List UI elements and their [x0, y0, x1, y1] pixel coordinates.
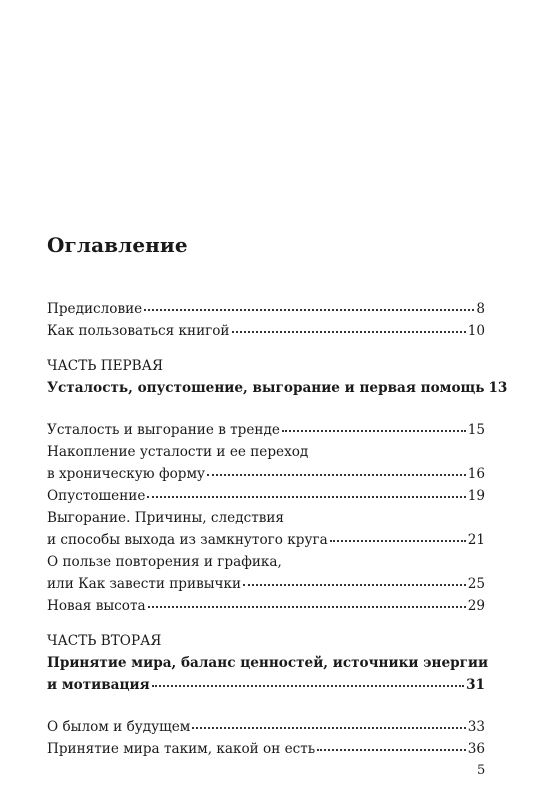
part-title-line1: Принятие мира, баланс ценностей, источники энергии	[47, 655, 489, 671]
dot-leader	[317, 739, 466, 751]
toc-entry-page: 10	[467, 323, 485, 339]
toc-entry-page: 36	[467, 741, 485, 757]
dot-leader	[152, 675, 464, 687]
part-title-page: 31	[466, 677, 485, 693]
dot-leader	[243, 574, 466, 586]
dot-leader	[147, 486, 465, 498]
toc-entry-page: 16	[467, 466, 485, 482]
dot-leader	[192, 717, 465, 729]
toc-entry-label: Как пользоваться книгой	[47, 323, 230, 339]
toc-entry	[47, 419, 485, 441]
toc-entry-page: 29	[467, 598, 485, 614]
toc-entry	[47, 595, 485, 617]
part-title	[47, 377, 508, 399]
toc-entry-page: 19	[467, 488, 485, 504]
toc-entry-label: О былом и будущем	[47, 719, 191, 735]
page-number: 5	[477, 763, 486, 778]
toc-entry-label-line1: Выгорание. Причины, следствия	[47, 510, 285, 526]
toc-entry-page: 21	[467, 532, 485, 548]
dot-leader	[330, 530, 466, 542]
toc-entry	[47, 485, 485, 507]
toc-entry-label: Принятие мира таким, какой он есть	[47, 741, 316, 757]
toc-entry-label: Предисловие	[47, 301, 143, 317]
part-heading: ЧАСТЬ ВТОРАЯ	[47, 633, 162, 649]
toc-entry-label: и способы выхода из замкнутого круга	[47, 532, 328, 548]
dot-leader	[232, 321, 466, 333]
dot-leader	[282, 420, 466, 432]
toc-entry	[47, 573, 485, 595]
dot-leader	[207, 464, 466, 476]
part-title-page: 13	[488, 380, 508, 396]
part-title-label: Усталость, опустошение, выгорание и первая помощь	[47, 380, 485, 396]
toc-entry-label: Опустошение	[47, 488, 146, 504]
toc-entry	[47, 298, 485, 320]
dot-leader	[144, 299, 474, 311]
toc-entry	[47, 716, 485, 738]
page-title: Оглавление	[47, 233, 188, 257]
toc-page	[47, 0, 508, 803]
toc-entry-label-line1: Накопление усталости и ее переход	[47, 444, 309, 460]
toc-entry-page: 25	[467, 576, 485, 592]
toc-entry	[47, 463, 485, 485]
toc-entry	[47, 320, 485, 342]
toc-entry-label: Усталость и выгорание в тренде	[47, 422, 280, 438]
toc-entry-page: 8	[476, 301, 485, 317]
dot-leader	[148, 596, 466, 608]
part-title	[47, 674, 485, 696]
part-title-label: и мотивация	[47, 677, 150, 693]
toc-entry-label: или Как завести привычки	[47, 576, 242, 592]
toc-entry	[47, 738, 485, 760]
toc-entry-page: 33	[467, 719, 485, 735]
toc-entry-page: 15	[467, 422, 485, 438]
part-heading: ЧАСТЬ ПЕРВАЯ	[47, 358, 163, 374]
toc-entry-label-line1: О пользе повторения и графика,	[47, 554, 282, 570]
toc-entry-label: Новая высота	[47, 598, 146, 614]
toc-entry	[47, 529, 485, 551]
toc-entry-label: в хроническую форму	[47, 466, 206, 482]
